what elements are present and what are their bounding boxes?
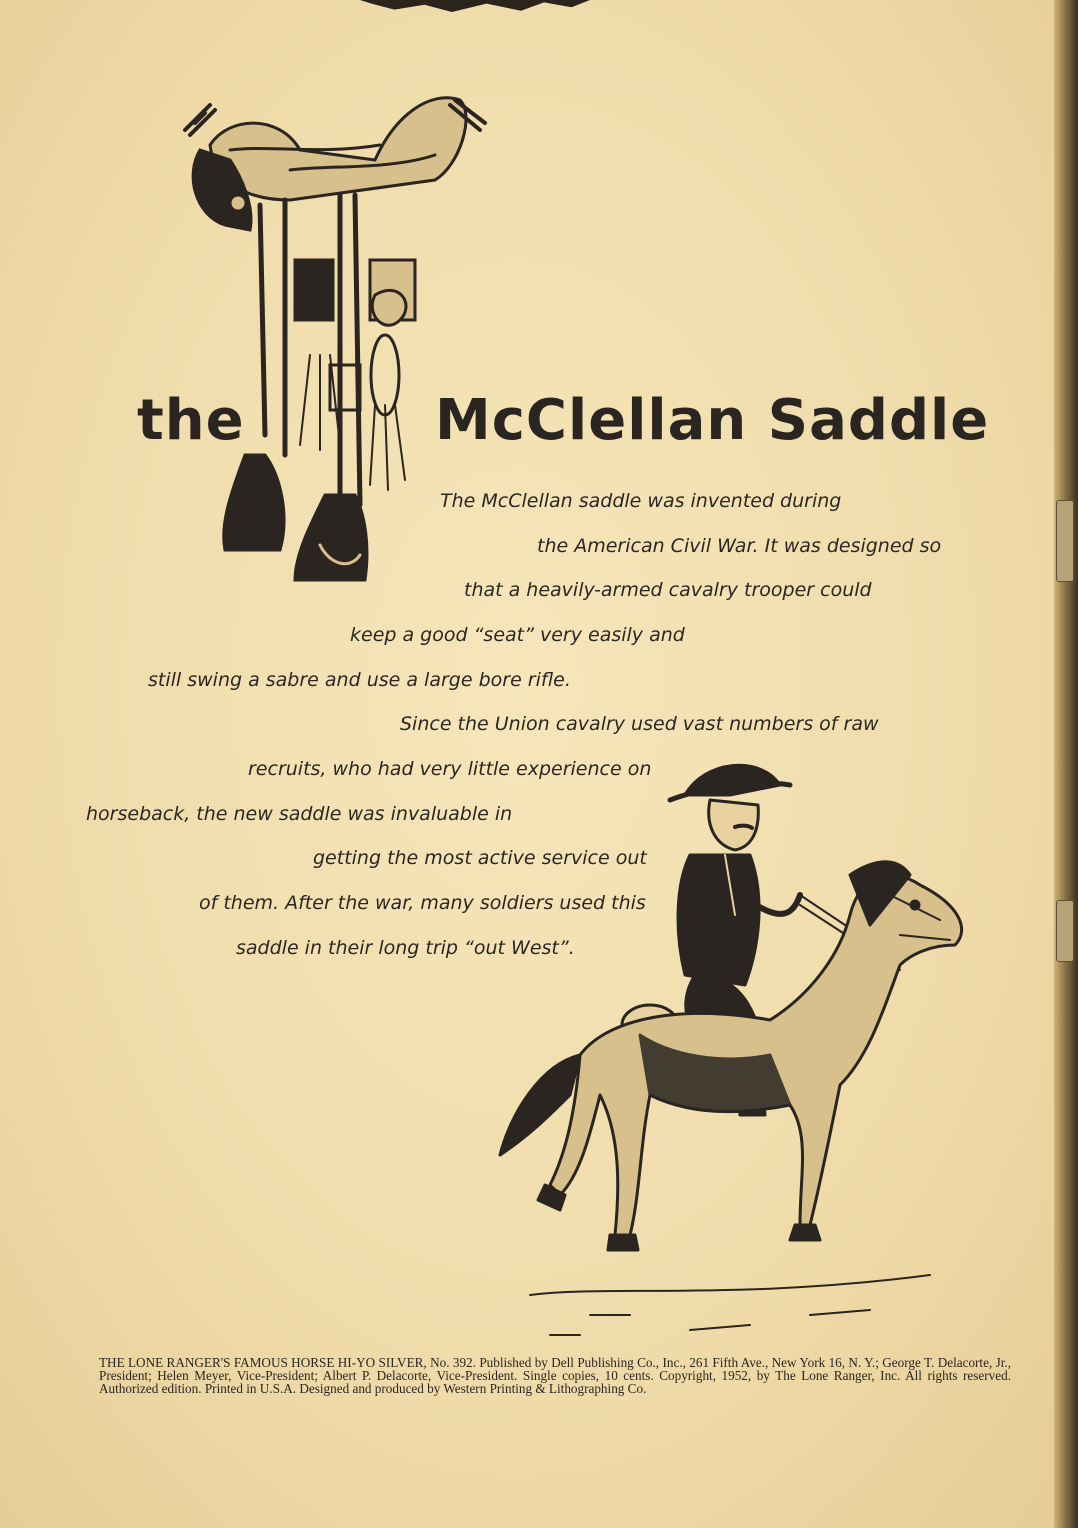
body-line: horseback, the new saddle was invaluable in [86, 803, 513, 825]
staple [1056, 900, 1074, 962]
body-line: Since the Union cavalry used vast numbers of raw [400, 713, 879, 735]
heading-mcclellan-saddle: McClellan Saddle [435, 388, 990, 453]
body-line: the American Civil War. It was designed so [537, 535, 942, 557]
body-line: keep a good “seat” very easily and [350, 624, 685, 646]
staple [1056, 500, 1074, 582]
heading-the: the [137, 388, 245, 453]
body-line: recruits, who had very little experience on [248, 758, 652, 780]
cavalry-trooper-illustration [490, 755, 970, 1355]
body-line: saddle in their long trip “out West”. [236, 937, 575, 959]
publication-credits: THE LONE RANGER'S FAMOUS HORSE HI-YO SILVER, No. 392. Published by Dell Publishing Co., Inc., 261 Fifth Ave., New York 16, N. Y.; George T. Delacorte, Jr., President; Helen Meyer, Vice-President; Albert P. Delacorte, Vice-President. Single copies, 10 cents. Copyright, 1952, by The Lone Ranger, Inc. All rights reserved. Authorized edition. Printed in U.S.A. Designed and produced by Western Printing & Lithographing Co. [99, 1355, 1011, 1396]
torn-top-edge [360, 0, 590, 12]
body-line: The McClellan saddle was invented during [440, 490, 842, 512]
body-line: getting the most active service out [313, 847, 647, 869]
body-line: that a heavily-armed cavalry trooper could [464, 579, 872, 601]
saddle-illustration [170, 75, 510, 595]
body-line: still swing a sabre and use a large bore rifle. [148, 669, 571, 691]
body-line: of them. After the war, many soldiers used this [199, 892, 646, 914]
page-spine [1054, 0, 1078, 1528]
